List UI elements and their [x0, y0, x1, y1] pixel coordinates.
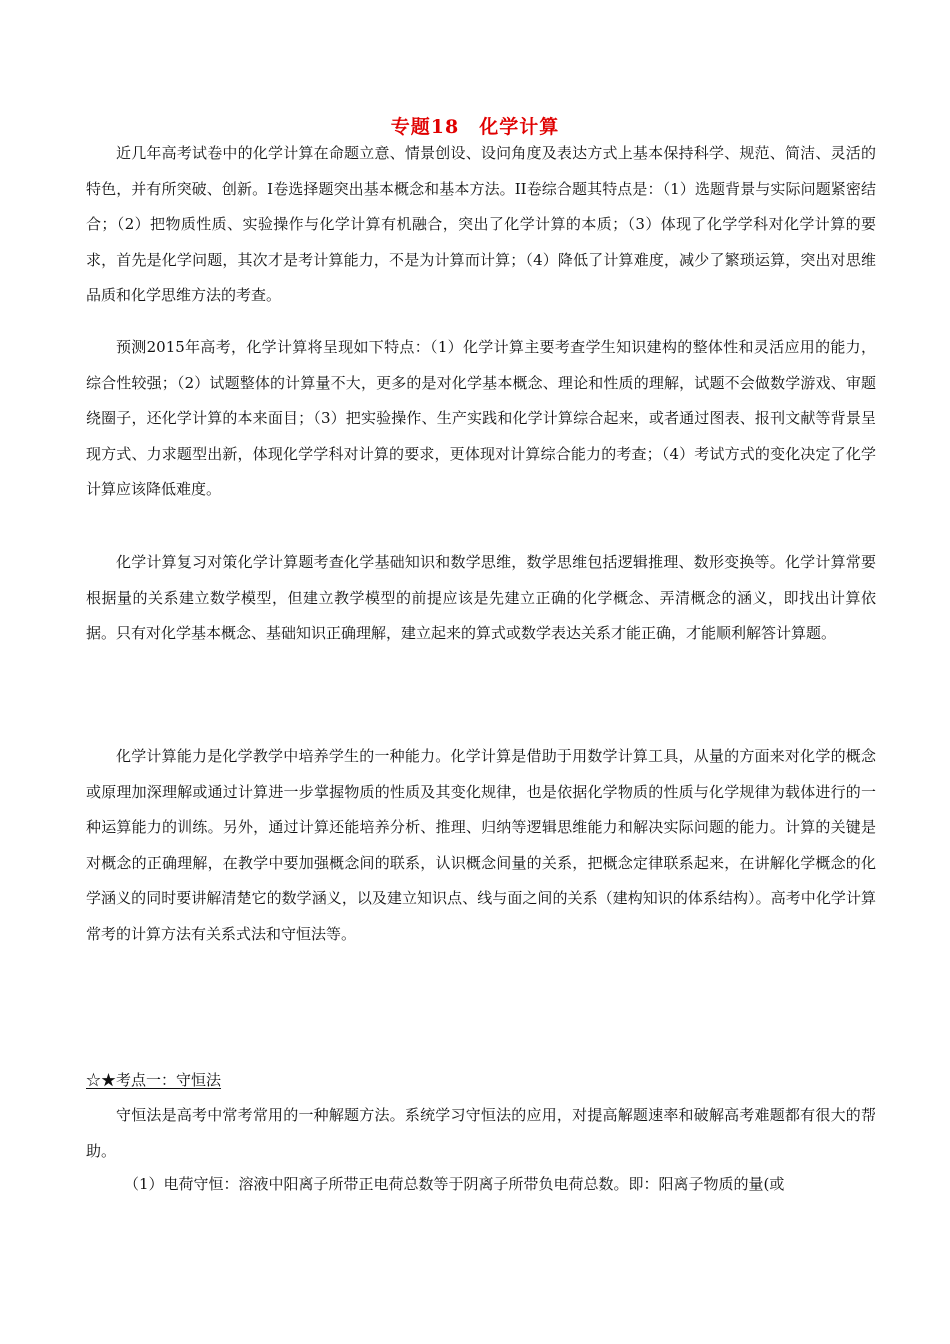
- document-title: 专题18 化学计算: [390, 116, 560, 138]
- strategy-paragraph: 化学计算复习对策化学计算题考查化学基础知识和数学思维，数学思维包括逻辑推理、数形变换等。化学计算常要根据量的关系建立数学模型，但建立教学模型的前提应该是先建立正确的化学概念、弄清概念的涵义，即找出计算依据。只有对化学基本概念、基础知识正确理解，建立起来的算式或数学表达关系才能正确，才能顺利解答计算题。: [86, 553, 876, 642]
- section-heading-conservation: ☆★考点一：守恒法: [86, 1071, 222, 1089]
- charge-conservation-paragraph: （1）电荷守恒：溶液中阳离子所带正电荷总数等于阴离子所带负电荷总数。即：阳离子物质的量(或: [124, 1175, 785, 1193]
- intro-paragraph: 近几年高考试卷中的化学计算在命题立意、情景创设、设问角度及表达方式上基本保持科学、规范、简洁、灵活的特色，并有所突破、创新。I卷选择题突出基本概念和基本方法。II卷综合题其特点是：（1）选题背景与实际问题紧密结合；（2）把物质性质、实验操作与化学计算有机融合，突出了化学计算的本质；（3）体现了化学学科对化学计算的要求，首先是化学问题，其次才是考计算能力，不是为计算而计算；（4）降低了计算难度，减少了繁琐运算，突出对思维品质和化学思维方法的考查。: [86, 144, 876, 304]
- conservation-intro-paragraph: 守恒法是高考中常考常用的一种解题方法。系统学习守恒法的应用，对提高解题速率和破解高考难题都有很大的帮助。: [86, 1106, 876, 1160]
- forecast-paragraph: 预测2015年高考，化学计算将呈现如下特点：（1）化学计算主要考查学生知识建构的整体性和灵活应用的能力，综合性较强；（2）试题整体的计算量不大，更多的是对化学基本概念、理论和性质的理解，试题不会做数学游戏、审题绕圈子，还化学计算的本来面目；（3）把实验操作、生产实践和化学计算综合起来，或者通过图表、报刊文献等背景呈现方式、力求题型出新，体现化学学科对计算的要求，更体现对计算综合能力的考查；（4）考试方式的变化决定了化学计算应该降低难度。: [86, 338, 876, 498]
- ability-paragraph: 化学计算能力是化学教学中培养学生的一种能力。化学计算是借助于用数学计算工具，从量的方面来对化学的概念或原理加深理解或通过计算进一步掌握物质的性质及其变化规律，也是依据化学物质的性质与化学规律为载体进行的一种运算能力的训练。另外，通过计算还能培养分析、推理、归纳等逻辑思维能力和解决实际问题的能力。计算的关键是对概念的正确理解，在教学中要加强概念间的联系，认识概念间量的关系，把概念定律联系起来，在讲解化学概念的化学涵义的同时要讲解清楚它的数学涵义，以及建立知识点、线与面之间的关系（建构知识的体系结构）。高考中化学计算常考的计算方法有关系式法和守恒法等。: [86, 747, 876, 943]
